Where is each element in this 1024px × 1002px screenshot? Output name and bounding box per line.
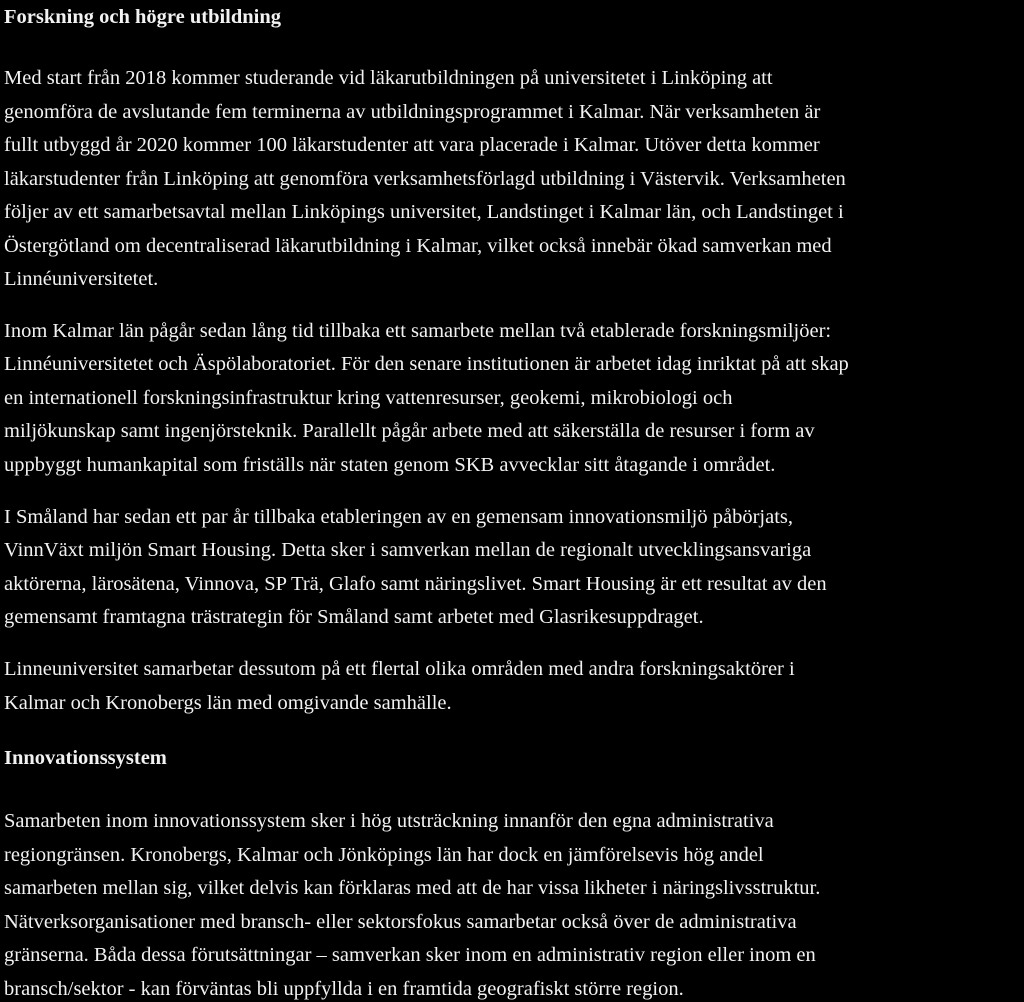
text-line: bransch/sektor - kan förväntas bli uppfyllda i en framtida geografiskt större region. [4,978,684,1000]
text-line: Samarbeten inom innovationssystem sker i hög utsträckning innanför den egna administrativa [4,810,774,832]
section-heading-innovation: Innovationssystem [4,747,167,769]
text-line: VinnVäxt miljön Smart Housing. Detta sker i samverkan mellan de regionalt utvecklingsansvariga [4,539,812,561]
text-line: gemensamt framtagna trästrategin för Småland samt arbetet med Glasrikesuppdraget. [4,606,704,628]
text-line: Östergötland om decentraliserad läkarutbildning i Kalmar, vilket också innebär ökad samverkan med [4,235,832,257]
text-line: uppbyggt humankapital som friställs när staten genom SKB avvecklar sitt åtagande i området. [4,454,776,476]
text-line: Linneuniversitet samarbetar dessutom på ett flertal olika områden med andra forskningsaktörer i [4,658,795,680]
text-line: aktörerna, lärosätena, Vinnova, SP Trä, Glafo samt näringslivet. Smart Housing är ett resultat av den [4,573,827,595]
text-line: miljökunskap samt ingenjörsteknik. Parallellt pågår arbete med att säkerställa de resurser i form av [4,420,815,442]
text-line: följer av ett samarbetsavtal mellan Linköpings universitet, Landstinget i Kalmar län, och Landstinget i [4,201,844,223]
text-line: en internationell forskningsinfrastruktur kring vattenresurser, geokemi, mikrobiologi och [4,387,733,409]
text-line: läkarstudenter från Linköping att genomföra verksamhetsförlagd utbildning i Västervik. Verksamheten [4,168,846,190]
text-line: Linnéuniversitetet och Äspölaboratoriet. För den senare institutionen är arbetet idag inriktat på att skap [4,353,849,375]
text-line: Inom Kalmar län pågår sedan lång tid tillbaka ett samarbete mellan två etablerade forskningsmiljöer: [4,320,832,342]
text-line: Linnéuniversitetet. [4,268,159,290]
text-line: gränserna. Båda dessa förutsättningar – samverkan sker inom en administrativ region eller inom en [4,944,816,966]
text-line: fullt utbyggd år 2020 kommer 100 läkarstudenter att vara placerade i Kalmar. Utöver detta kommer [4,134,820,156]
text-line: Nätverksorganisationer med bransch- eller sektorsfokus samarbetar också över de administrativa [4,911,797,933]
text-line: regiongränsen. Kronobergs, Kalmar och Jönköpings län har dock en jämförelsevis hög andel [4,844,764,866]
section-heading-research: Forskning och högre utbildning [4,6,282,28]
text-line: Med start från 2018 kommer studerande vid läkarutbildningen på universitetet i Linköping att [4,67,773,89]
text-line: I Småland har sedan ett par år tillbaka etableringen av en gemensam innovationsmiljö påbörjats, [4,506,793,528]
text-line: samarbeten mellan sig, vilket delvis kan förklaras med att de har vissa likheter i näringslivsstruktur. [4,877,821,899]
text-line: genomföra de avslutande fem terminerna av utbildningsprogrammet i Kalmar. När verksamheten är [4,101,821,123]
text-line: Kalmar och Kronobergs län med omgivande samhälle. [4,692,452,714]
